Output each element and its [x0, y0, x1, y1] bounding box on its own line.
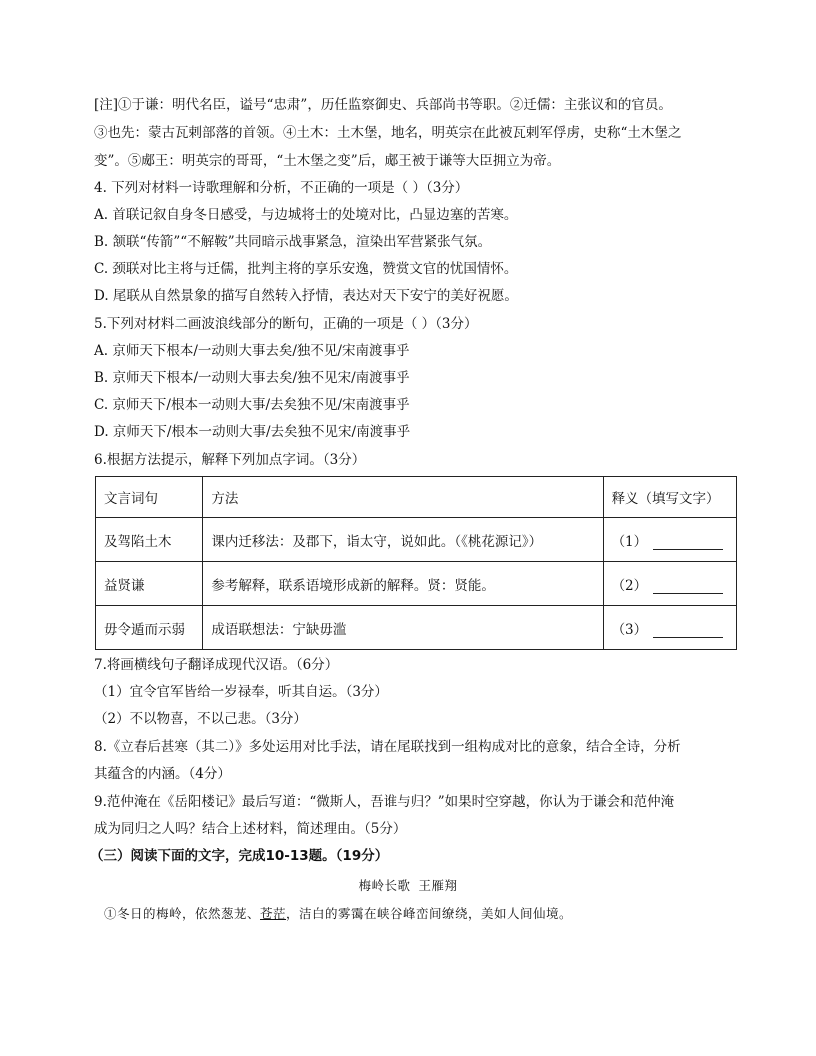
q7-sentence-2: （2）不以物喜，不以己悲。（3分）: [94, 711, 307, 727]
row-method: 成语联想法：宁缺毋滥: [203, 606, 603, 650]
q5-option-d: D. 京师天下/根本一动则大事/去矣独不见宋/南渡事乎: [94, 424, 411, 440]
q4-stem: 4. 下列对材料一诗歌理解和分析，不正确的一项是（ ）（3分）: [94, 180, 469, 196]
answer-blank-1[interactable]: [653, 535, 723, 550]
q4-option-d: D. 尾联从自然景象的描写自然转入抒情，表达对天下安宁的美好祝愿。: [94, 288, 518, 304]
answer-blank-3[interactable]: [653, 623, 723, 638]
q4-option-b: B. 颔联“传箭”“不解鞍”共同暗示战事紧急，渲染出军营紧张气氛。: [94, 234, 492, 250]
table-header-row: [96, 477, 737, 518]
note-line-3: 变”。⑤郕王：明英宗的哥哥，“土木堡之变”后，郕王被于谦等大臣拥立为帝。: [94, 153, 561, 169]
article-paragraph-1: [104, 904, 572, 924]
note-line-1: [注]①于谦：明代名臣，谥号“忠肃”，历任监察御史、兵部尚书等职。②迁儒：主张议和的官员。: [94, 97, 672, 113]
q5-option-c: C. 京师天下/根本一动则大事/去矣独不见/宋南渡事乎: [94, 397, 410, 413]
q9-line-2: 成为同归之人吗？结合上述材料，简述理由。（5分）: [94, 821, 407, 837]
row-answer-cell: [603, 562, 736, 606]
row-answer-label: （3）: [611, 621, 648, 638]
header-answer: 释义（填写文字）: [603, 477, 736, 518]
q5-stem: 5.下列对材料二画波浪线部分的断句，正确的一项是（ ）（3分）: [94, 316, 478, 332]
q4-option-a: A. 首联记叙自身冬日感受，与边城将士的处境对比，凸显边塞的苦寒。: [94, 207, 518, 223]
para1-text-b: ，洁白的雾霭在峡谷峰峦间缭绕，美如人间仙境。: [286, 906, 573, 921]
para1-text-a: ①冬日的梅岭，依然葱茏、: [104, 906, 261, 921]
row-phrase: 益贤谦: [96, 562, 203, 606]
q5-option-b: B. 京师天下根本/一动则大事去矣/独不见宋/南渡事乎: [94, 370, 410, 386]
row-method: 参考解释，联系语境形成新的解释。贤：贤能。: [203, 562, 603, 606]
header-phrase: 文言词句: [96, 477, 203, 518]
row-answer-cell: [603, 518, 736, 562]
table-row: [96, 606, 737, 650]
q7-sentence-1: （1）宜令官军皆给一岁禄奉，听其自运。（3分）: [94, 684, 388, 700]
note-line-2: ③也先：蒙古瓦剌部落的首领。④土木：土木堡，地名，明英宗在此被瓦剌军俘虏，史称“土木堡之: [94, 125, 682, 141]
row-answer-label: （1）: [611, 533, 648, 550]
q6-table: [95, 476, 737, 650]
row-answer-cell: [603, 606, 736, 650]
article-title: 梅岭长歌 王雁翔: [358, 878, 458, 893]
row-phrase: 及驾陷土木: [96, 518, 203, 562]
table-row: [96, 562, 737, 606]
q5-option-a: A. 京师天下根本/一动则大事去矣/独不见/宋南渡事乎: [94, 343, 410, 359]
row-method: 课内迁移法：及郡下，诣太守，说如此。（《桃花源记》）: [203, 518, 603, 562]
row-phrase: 毋令遁而示弱: [96, 606, 203, 650]
q8-line-2: 其蕴含的内涵。（4分）: [94, 766, 231, 782]
q8-line-1: 8.《立春后甚寒（其二）》多处运用对比手法，请在尾联找到一组构成对比的意象，结合全诗，分析: [94, 739, 681, 755]
q9-line-1: 9.范仲淹在《岳阳楼记》最后写道：“微斯人，吾谁与归？”如果时空穿越，你认为于谦会和范仲淹: [94, 794, 675, 810]
answer-blank-2[interactable]: [653, 579, 723, 594]
q4-option-c: C. 颈联对比主将与迁儒，批判主将的享乐安逸，赞赏文官的忧国情怀。: [94, 261, 518, 277]
table-row: [96, 518, 737, 562]
q6-stem: 6.根据方法提示，解释下列加点字词。（3分）: [94, 452, 366, 468]
section3-heading: （三）阅读下面的文字，完成10-13题。（19分）: [90, 848, 389, 864]
q7-stem: 7.将画横线句子翻译成现代汉语。（6分）: [94, 657, 339, 673]
row-answer-label: （2）: [611, 577, 648, 594]
para1-underlined-word: 苍茫: [260, 906, 287, 921]
header-method: 方法: [203, 477, 603, 518]
